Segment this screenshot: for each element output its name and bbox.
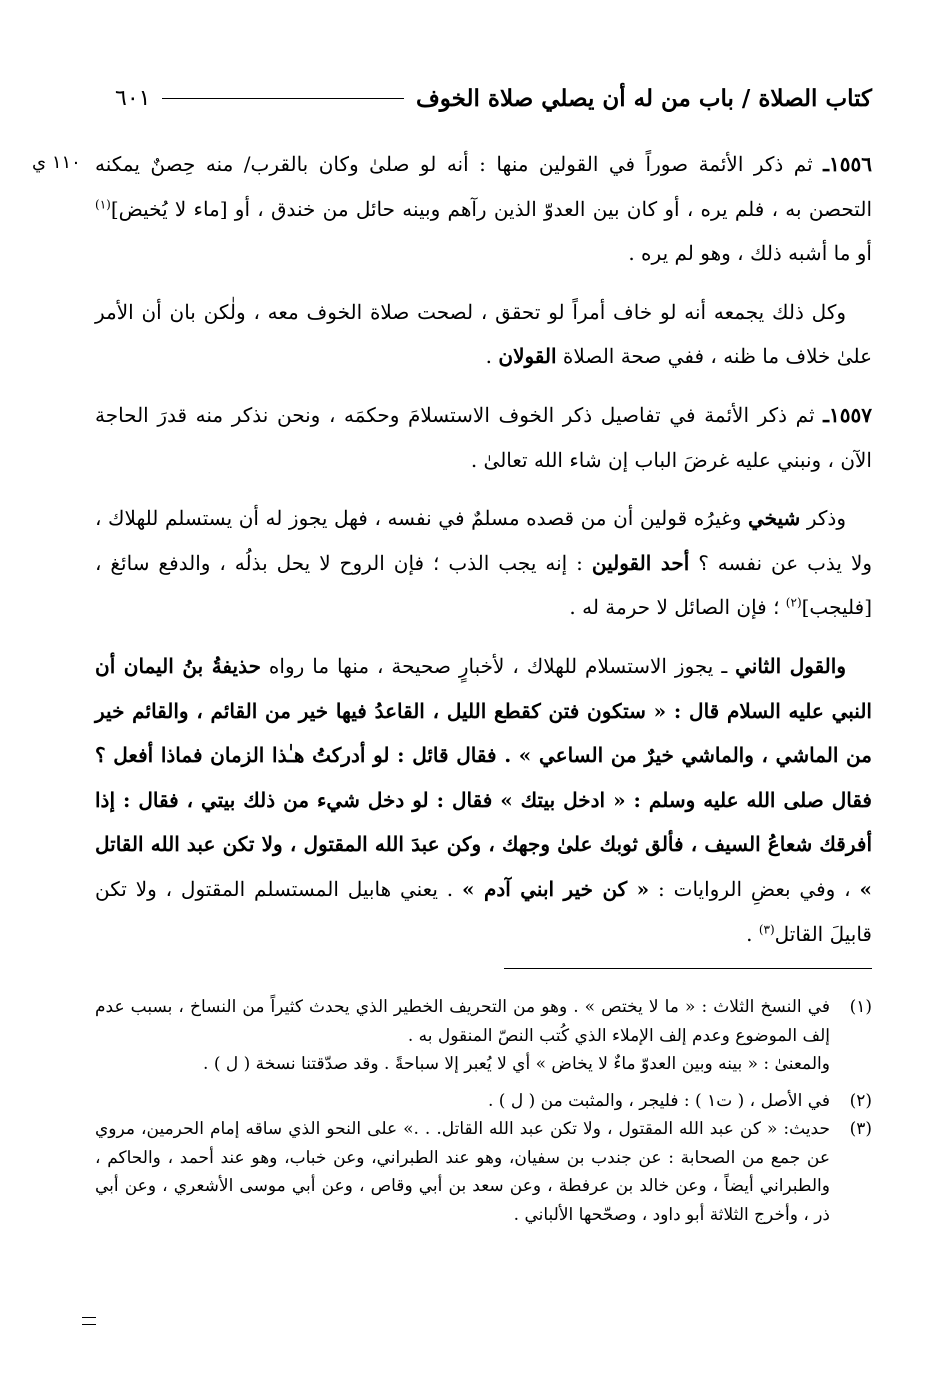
footnote-text: حديث: « كن عبد الله المقتول ، ولا تكن عبد الله القاتل. . .» على النحو الذي ساقه إمام الحرمين، مروي عن جمع من الصحابة : عن جندب بن سفيان، وهو عند الطبراني، وعن خباب، وهو عند أحمد ، والحاكم ، والطبراني أيضاً ، وعن خالد بن عرفطة ، وعن سعد بن أبي وقاص ، وعن أبي موسى الأشعري ، وعن أبي ذر ، وأخرج الثلاثة أبو داود ، وصحّحها الألباني . [95,1119,830,1225]
bold-term: أحد القولين [591,550,690,575]
paragraph-text: ، وفي بعضِ الروايات : [649,876,860,901]
header-title: كتاب الصلاة / باب من له أن يصلي صلاة الخوف [415,84,872,112]
signature-mark [82,1317,96,1325]
footnote-number: (٣) [849,1119,872,1139]
footnote-2 [95,1087,872,1116]
paragraph-text: ؛ فإن الصائل لا حرمة له . [569,595,786,620]
paragraph-number: ١٥٥٧ـ [823,402,872,427]
footnote-1-cont [95,1050,872,1079]
paragraph-1557 [95,393,872,482]
margin-manuscript-ref: ١١٠ ي [32,152,81,173]
paragraph-text: ـ يجوز الاستسلام للهلاك ، لأخبارٍ صحيحة ، منها ما رواه [260,653,736,678]
footnote-3 [95,1115,872,1229]
running-header [115,78,872,118]
hadith-quote: « كن خير ابني آدم » [461,876,650,901]
page-number: ٦٠١ [115,85,151,111]
footnote-text: والمعنىٰ : « بينه وبين العدوّ ماءٌ لا يخاض » أي لا يُعبر إلا سباحةً . وقد صدّقتنا نسخة ( ل ) . [203,1054,830,1074]
paragraph-number: ١٥٥٦ـ [823,152,872,176]
paragraph-text: أو ما أشبه ذلك ، وهو لم يره . [628,241,872,266]
footnote-text: في النسخ الثلاث : « ما لا يختص » . وهو من التحريف الخطير الذي يحدث كثيراً من النساخ ، بسبب عدم إلف الموضوع وعدم إلف الإملاء الذي كُتب النصّ المنقول به . [95,997,830,1046]
paragraph-text: . يعني هابيل المستسلم المقتول ، ولا تكن قابيلَ القاتل [95,876,872,946]
bold-term: القولان [498,344,557,369]
hadith-quote: حذيفةُ بنُ اليمان أن النبي عليه السلام قال : « ستكون فتن كقطع الليل ، القاعدُ فيها خير من القائم ، والقائم خير من الماشي ، والماشي خيرٌ من الساعي » . فقال قائل : لو أدركتُ هـٰذا الزمان فماذا أفعل ؟ فقال صلى الله عليه وسلم : « ادخل بيتك » فقال : لو دخل شيء من ذلك بيتي ، فقال : إذا أفرقك شعاعُ السيف ، فألق ثوبك علىٰ وجهك ، وكن عبدَ الله المقتول ، ولا تكن عبد الله القاتل » [95,653,872,901]
bold-term: شيخي [747,506,801,531]
footnote-1 [95,993,872,1050]
footnote-ref-3: (٣) [758,921,775,936]
header-rule [162,98,404,99]
paragraph-text: . [746,921,759,946]
footnote-ref-1: (١) [95,196,111,211]
paragraph-two-opinions [95,496,872,630]
paragraph-text: . [485,344,499,369]
paragraph-text: : إنه يجب الذب ؛ فإن الروح لا يحل بذلُه ، والدفع سائغ ، [فليجب] [95,550,872,620]
paragraph-1556 [95,142,872,276]
paragraph-1556-cont [95,290,872,379]
paragraph-text: ثم ذكر الأئمة صوراً في القولين منها : أنه لو صلىٰ وكان بالقرب/ منه حِصنٌ يمكنه التحصن به ، فلم يره ، أو كان بين العدوّ الذين رآهم وبينه حائل من خندق ، أو [ماء لا يُخيض] [95,152,872,221]
main-text [95,142,872,956]
paragraph-text: وذكر [800,506,846,531]
paragraph-text: ثم ذكر الأئمة في تفاصيل ذكر الخوف الاستسلامَ وحكمَه ، ونحن نذكر منه قدرَ الحاجة الآن ، ونبني عليه غرضَ الباب إن شاء الله تعالىٰ . [95,402,872,472]
paragraph-text: وغيرُه قولين أن من قصده مسلمٌ في نفسه ، فهل يجوز له أن يستسلم للهلاك ، ولا يذب عن نفسه ؟ [95,506,873,575]
footnote-ref-2: (٢) [785,595,802,610]
bold-term: والقول الثاني [735,653,846,678]
footnotes [95,993,872,1229]
footnote-number: (٢) [849,1090,872,1111]
paragraph-second-opinion [95,644,872,956]
footnote-text: في الأصل ، ( ت١ ) : فليجر ، والمثبت من ( ل ) . [488,1090,830,1111]
paragraph-text: وكل ذلك يجمعه أنه لو خاف أمراً لو تحقق ، لصحت صلاة الخوف معه ، ولٰكن بان أن الأمر علىٰ خلاف ما ظنه ، ففي صحة الصلاة [95,299,872,369]
footnote-separator [504,968,872,969]
footnote-number: (١) [849,997,872,1017]
footnote-number [830,1050,872,1079]
